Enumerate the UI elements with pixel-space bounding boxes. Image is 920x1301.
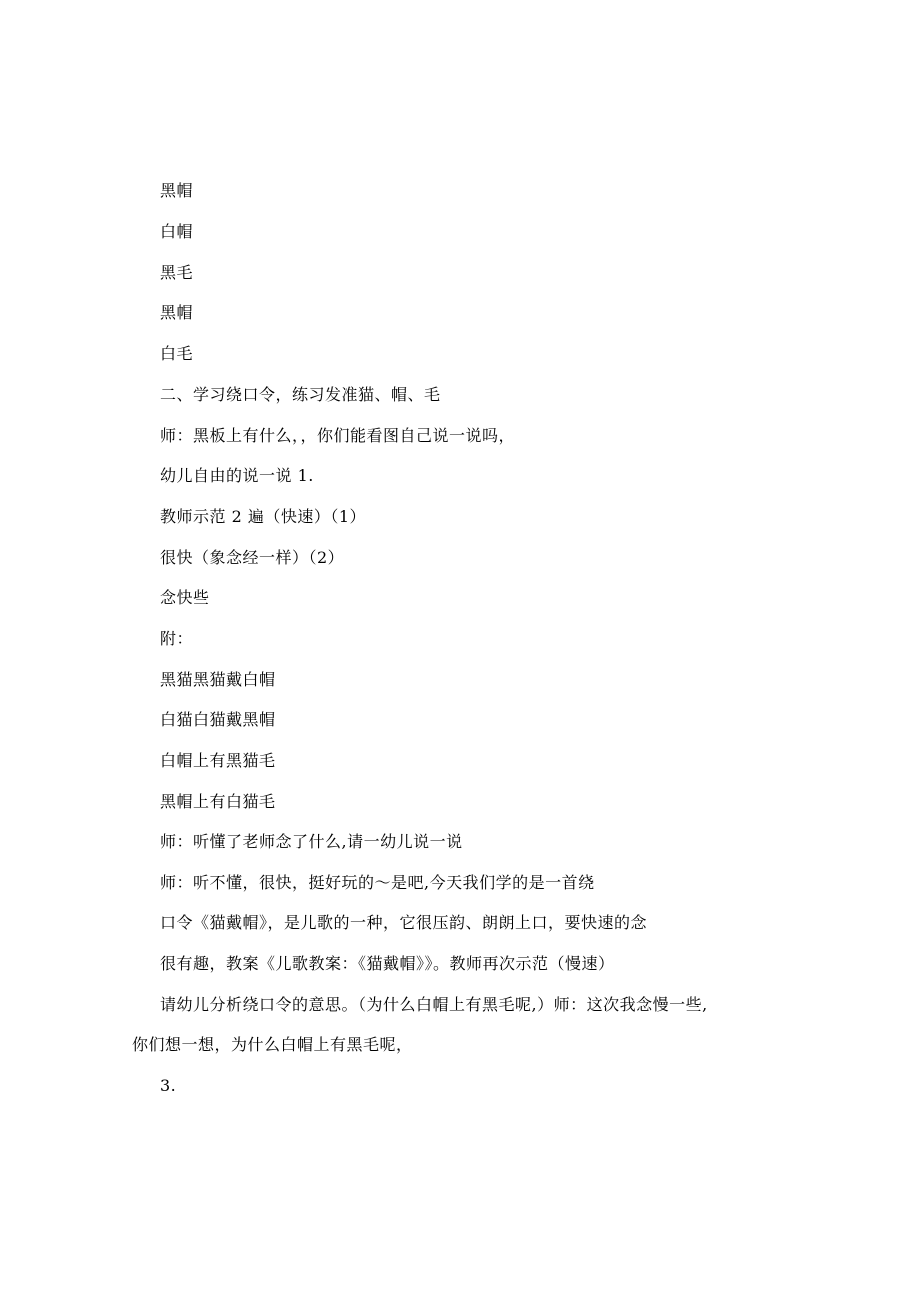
tongue-twister-line: 黑帽上有白猫毛 <box>160 792 276 811</box>
text-line: 师：听不懂，很快，挺好玩的～是吧,今天我们学的是一首绕 <box>160 873 595 892</box>
tongue-twister-line: 白帽上有黑猫毛 <box>160 751 276 770</box>
text-line-continuation: 你们想一想，为什么白帽上有黑毛呢， <box>132 1035 413 1054</box>
tongue-twister-line: 白猫白猫戴黑帽 <box>160 710 276 729</box>
tongue-twister-line: 黑猫黑猫戴白帽 <box>160 670 276 689</box>
text-line: 师：黑板上有什么，，你们能看图自己说一说吗， <box>160 426 516 445</box>
text-line: 幼儿自由的说一说 1. <box>160 466 314 485</box>
text-line: 黑毛 <box>160 263 194 282</box>
text-line: 口令《猫戴帽》，是儿歌的一种，它很压韵、朗朗上口，要快速的念 <box>160 913 648 932</box>
text-line: 念快些 <box>160 588 210 607</box>
text-line: 请幼儿分析绕口令的意思。（为什么白帽上有黑毛呢,）师：这次我念慢一些, <box>160 995 708 1014</box>
text-line: 很快（象念经一样）（2） <box>160 548 345 567</box>
section-heading: 二、学习绕口令，练习发准猫、帽、毛 <box>160 385 441 404</box>
text-line: 附： <box>160 629 194 648</box>
text-line: 黑帽 <box>160 181 194 200</box>
text-line: 3. <box>160 1076 177 1095</box>
text-line: 白帽 <box>160 222 194 241</box>
text-line: 白毛 <box>160 344 194 363</box>
text-line: 黑帽 <box>160 303 194 322</box>
text-line: 教师示范 2 遍（快速）（1） <box>160 507 367 526</box>
text-line: 师：听懂了老师念了什么,请一幼儿说一说 <box>160 832 463 851</box>
text-line: 很有趣，教案《儿歌教案：《猫戴帽》》。教师再次示范（慢速） <box>160 954 615 973</box>
